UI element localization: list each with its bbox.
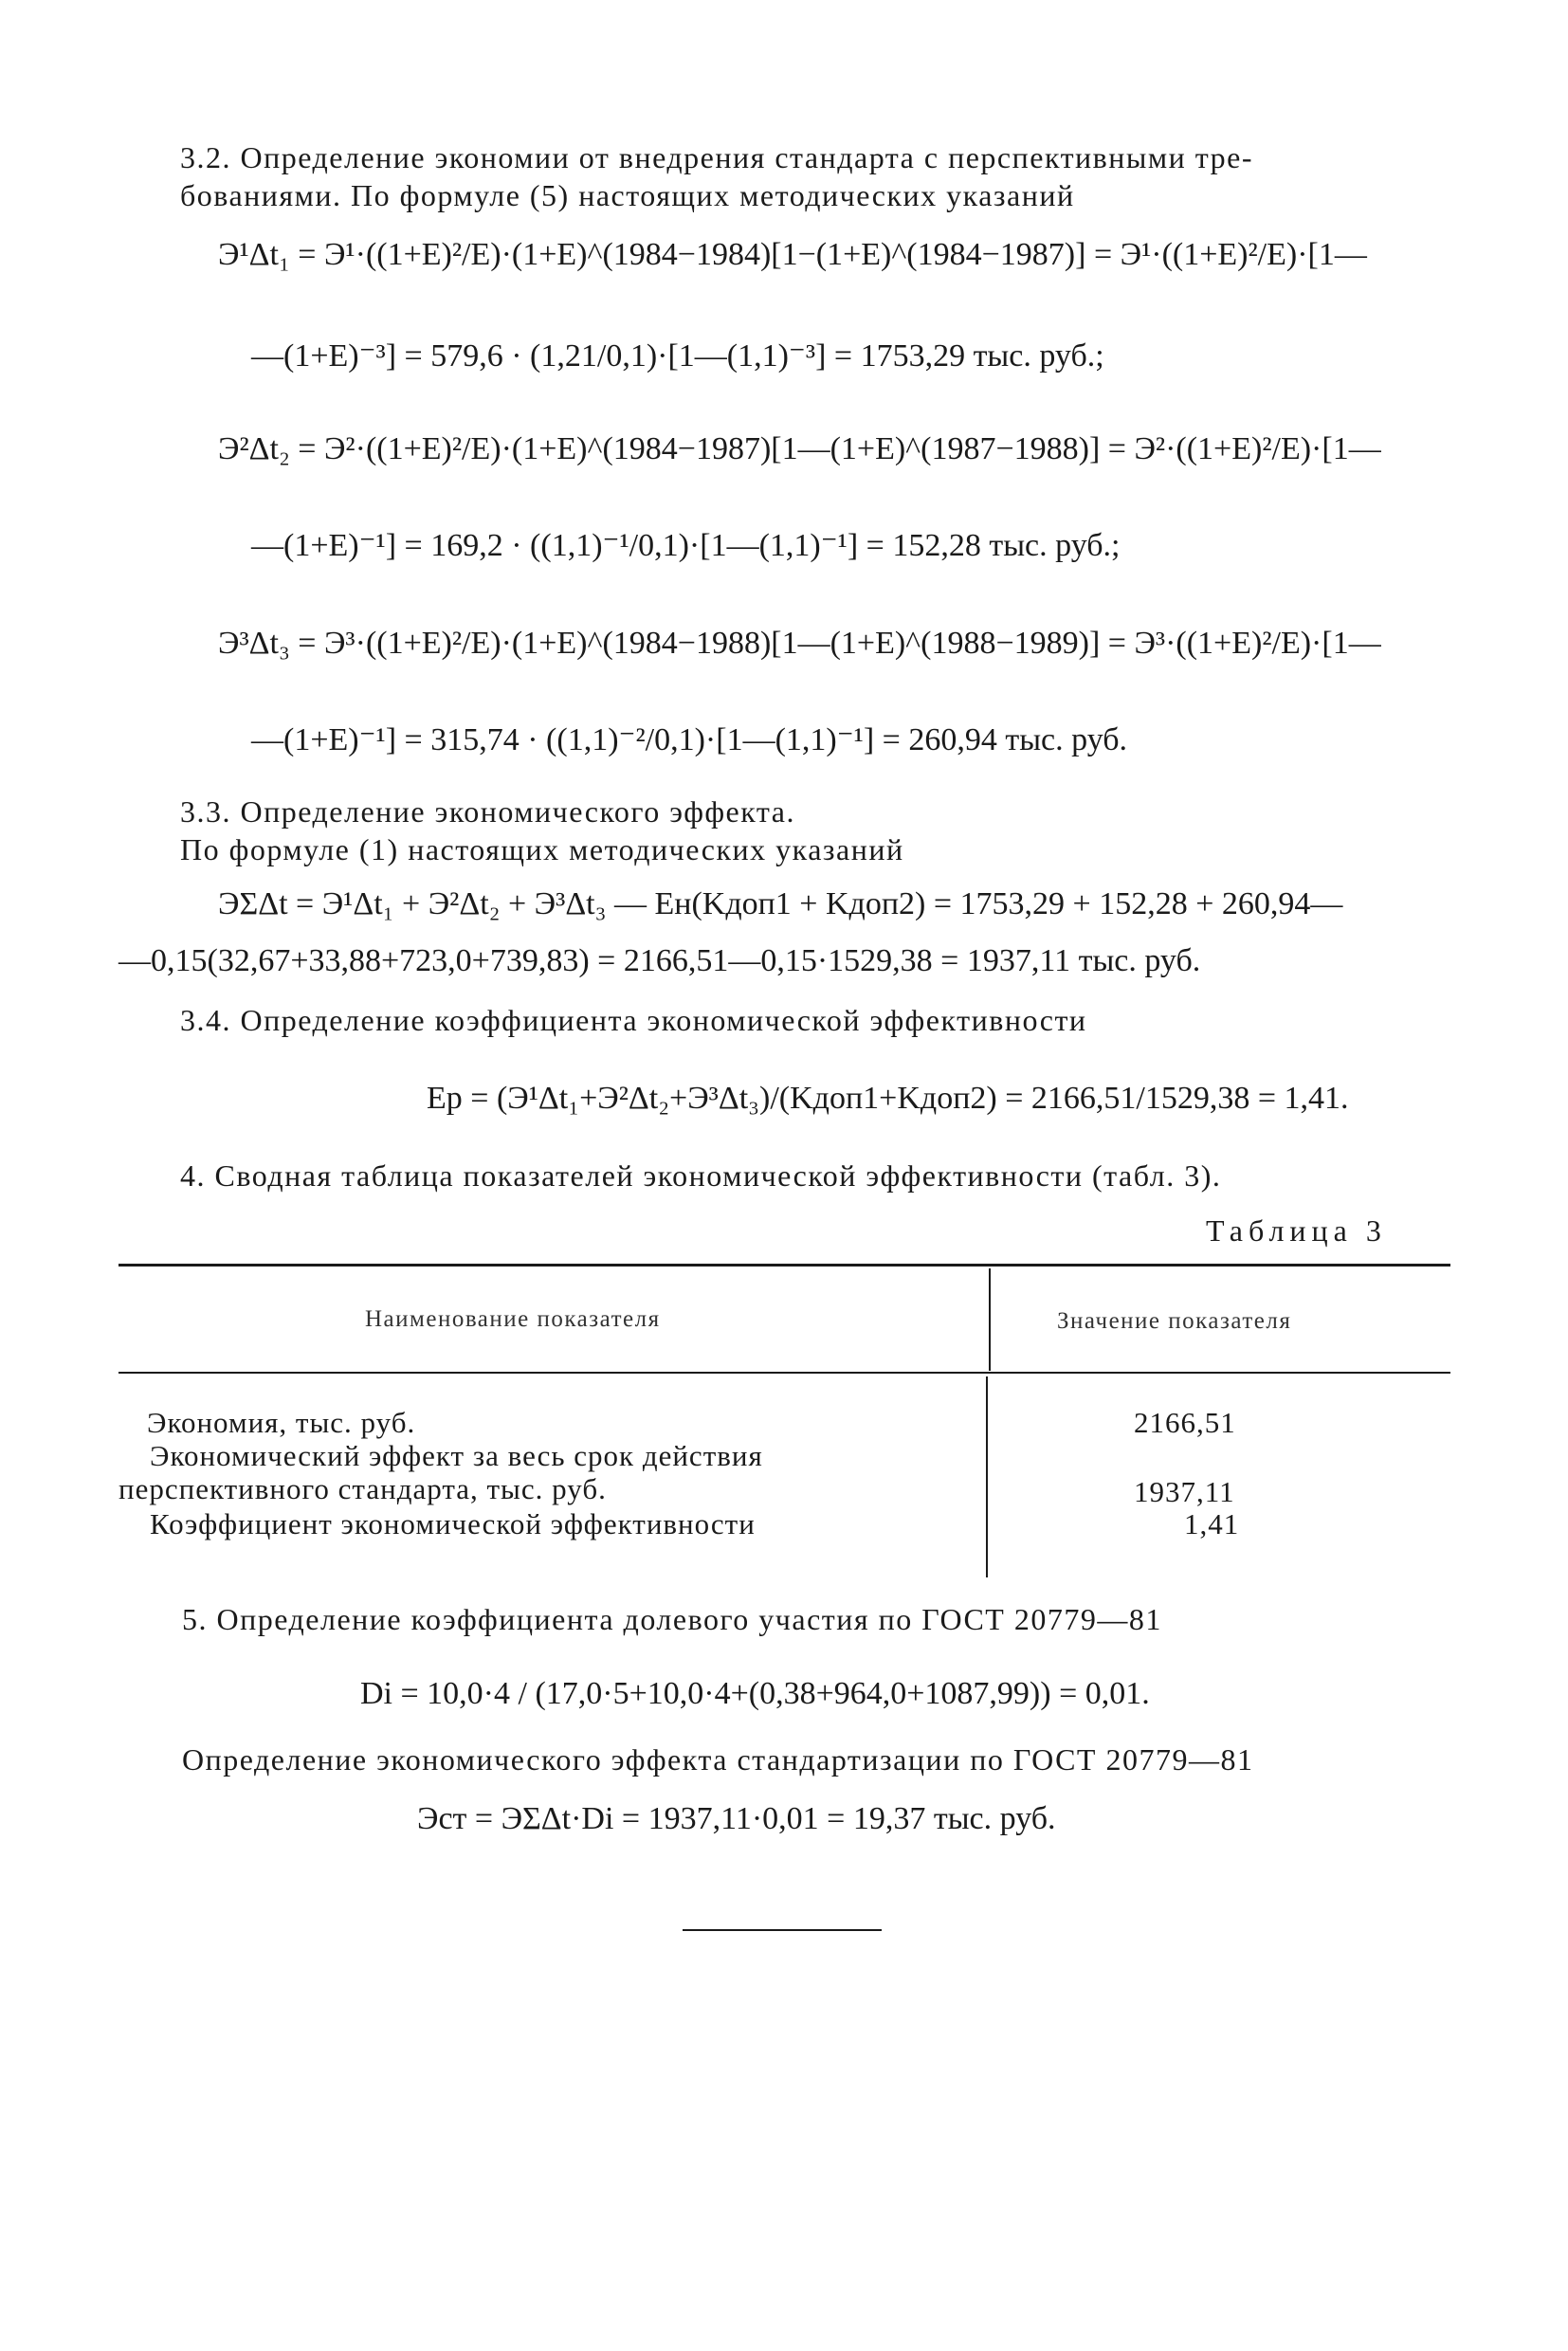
table-header-name: Наименование показателя <box>365 1306 661 1332</box>
table-header-divider <box>989 1268 991 1371</box>
eq3-line1: Э³Δt₃ = Э³·((1+E)²/E)·(1+E)^(1984−1988)[1—(1+E)^(1988−1989)] = Э³·((1+E)²/E)·[1— <box>218 626 1381 661</box>
end-rule <box>683 1929 882 1931</box>
eq-total-line1: ЭΣΔt = Э¹Δt₁ + Э²Δt₂ + Э³Δt₃ — Eн(Kдоп1 + Kдоп2) = 1753,29 + 152,28 + 260,94— <box>218 886 1343 921</box>
eq-standardization: Эст = ЭΣΔt·Di = 1937,11·0,01 = 19,37 тыс. руб. <box>417 1801 1056 1836</box>
eq1-line1: Э¹Δt₁ = Э¹·((1+E)²/E)·(1+E)^(1984−1984)[1−(1+E)^(1984−1987)] = Э¹·((1+E)²/E)·[1— <box>218 237 1367 272</box>
table-row-1-value: 2166,51 <box>1134 1406 1236 1439</box>
eq-efficiency: Eр = (Э¹Δt₁+Э²Δt₂+Э³Δt₃)/(Kдоп1+Kдоп2) = 2166,51/1529,38 = 1,41. <box>427 1081 1349 1116</box>
eq-total-line2: —0,15(32,67+33,88+723,0+739,83) = 2166,51—0,15·1529,38 = 1937,11 тыс. руб. <box>119 943 1201 978</box>
section-3-3-title: 3.3. Определение экономического эффекта. <box>180 794 795 829</box>
eq3-line2: —(1+E)⁻¹] = 315,74 · ((1,1)⁻²/0,1)·[1—(1,1)⁻¹] = 260,94 тыс. руб. <box>251 722 1128 757</box>
section-5-title2: Определение экономического эффекта стандартизации по ГОСТ 20779—81 <box>182 1742 1254 1777</box>
table-row-3-name: Коэффициент экономической эффективности <box>150 1507 756 1540</box>
section-3-4-title: 3.4. Определение коэффициента экономической эффективности <box>180 1003 1087 1037</box>
section-5-title: 5. Определение коэффициента долевого участия по ГОСТ 20779—81 <box>182 1602 1162 1636</box>
eq1-line2: —(1+E)⁻³] = 579,6 · (1,21/0,1)·[1—(1,1)⁻³] = 1753,29 тыс. руб.; <box>251 338 1104 374</box>
table-row-2-value: 1937,11 <box>1134 1475 1235 1508</box>
section-3-2-title: 3.2. Определение экономии от внедрения стандарта с перспективными тре- <box>180 140 1254 174</box>
table-label: Таблица 3 <box>1206 1213 1387 1248</box>
table-row-2-name-cont: перспективного стандарта, тыс. руб. <box>119 1472 607 1505</box>
section-3-2-title-cont: бованиями. По формуле (5) настоящих методических указаний <box>180 178 1075 212</box>
table-body-divider <box>986 1376 988 1577</box>
eq-share: Di = 10,0·4 / (17,0·5+10,0·4+(0,38+964,0+1087,99)) = 0,01. <box>360 1676 1150 1711</box>
section-3-3-subtitle: По формуле (1) настоящих методических указаний <box>180 832 904 866</box>
eq2-line2: —(1+E)⁻¹] = 169,2 · ((1,1)⁻¹/0,1)·[1—(1,1)⁻¹] = 152,28 тыс. руб.; <box>251 528 1121 563</box>
table-row-3-value: 1,41 <box>1184 1507 1240 1540</box>
table-header-value: Значение показателя <box>1057 1308 1292 1334</box>
eq2-line1: Э²Δt₂ = Э²·((1+E)²/E)·(1+E)^(1984−1987)[1—(1+E)^(1987−1988)] = Э²·((1+E)²/E)·[1— <box>218 431 1381 466</box>
table-header-rule <box>119 1372 1450 1374</box>
table-top-rule <box>119 1264 1450 1267</box>
section-4-title: 4. Сводная таблица показателей экономической эффективности (табл. 3). <box>180 1158 1222 1193</box>
table-row-2-name: Экономический эффект за весь срок действия <box>150 1439 763 1472</box>
table-row-1-name: Экономия, тыс. руб. <box>147 1406 416 1439</box>
